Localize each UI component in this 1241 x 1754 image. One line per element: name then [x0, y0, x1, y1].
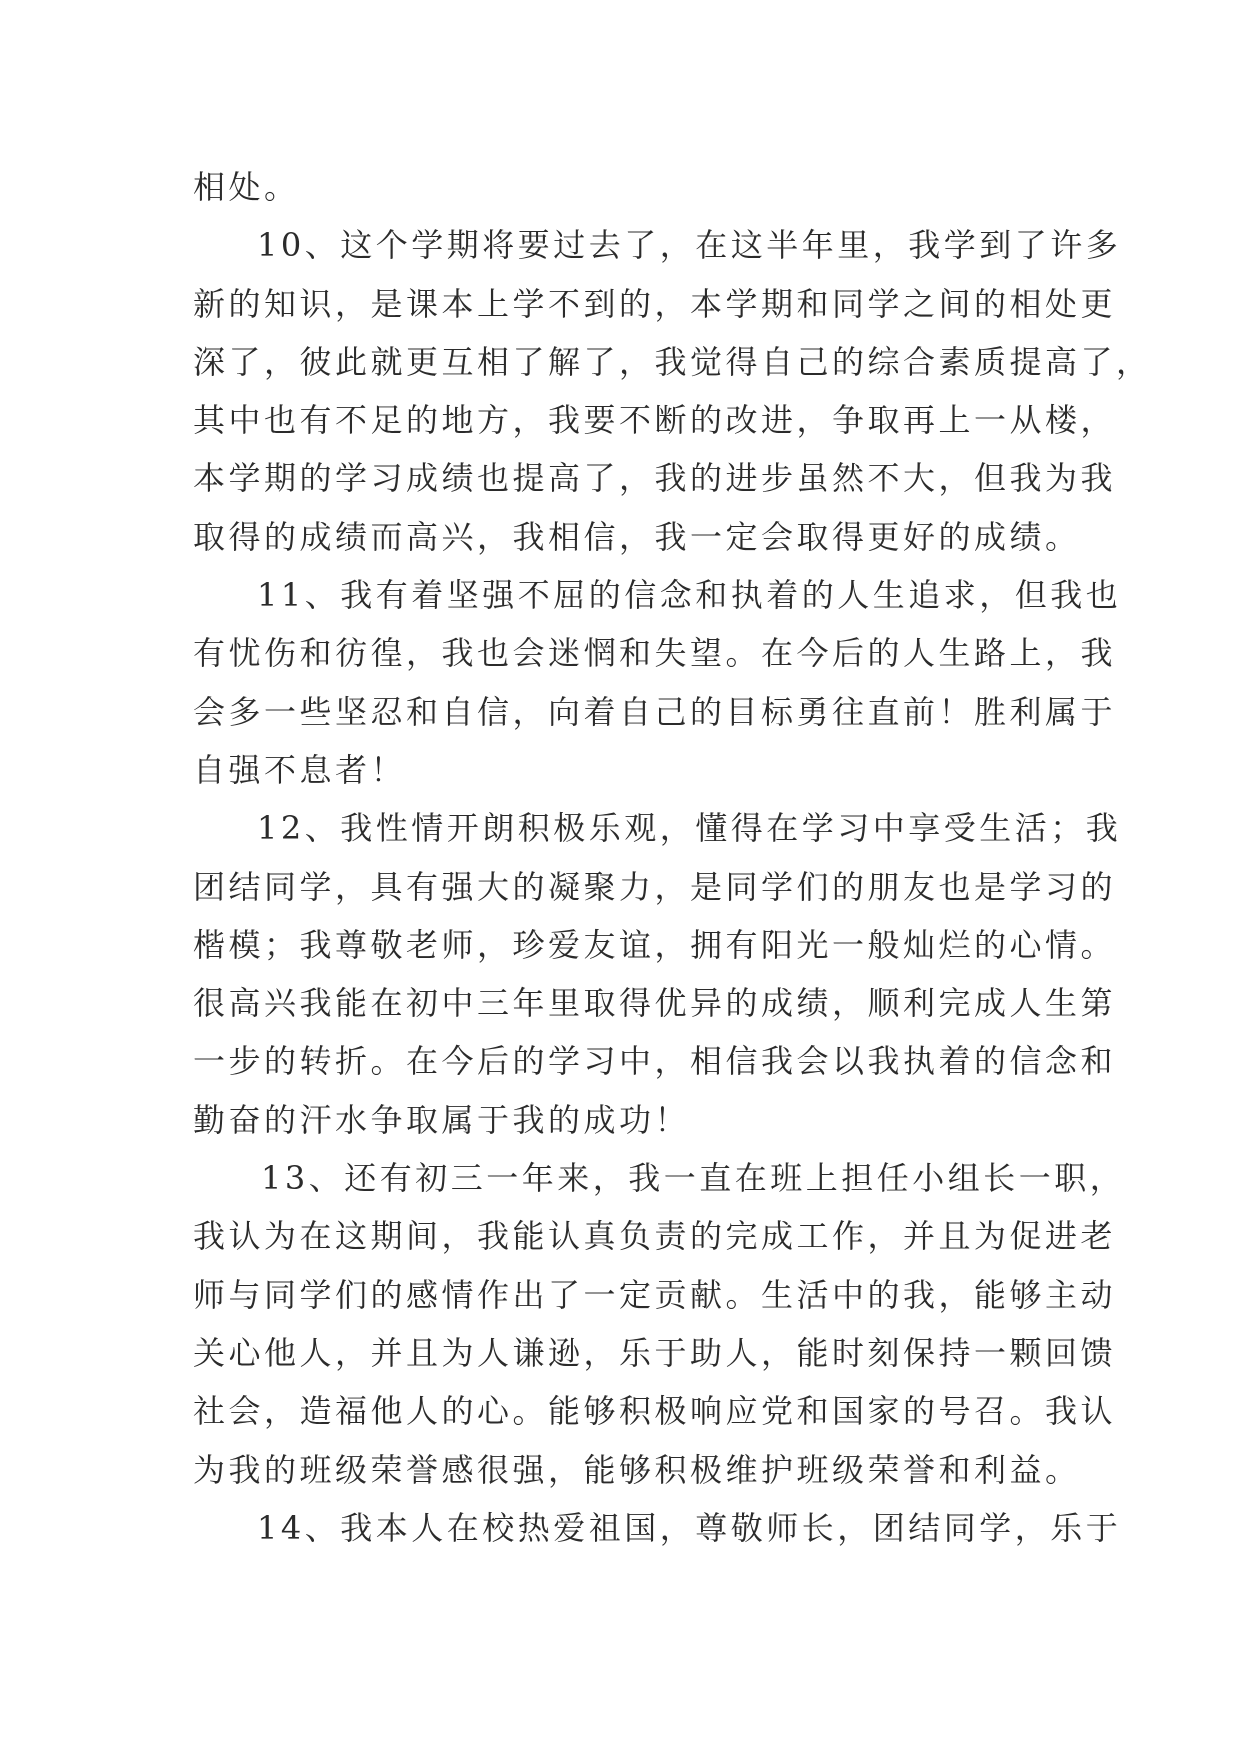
text-line: 关心他人，并且为人谦逊，乐于助人，能时刻保持一颗回馈: [193, 1333, 1117, 1372]
document-body: [193, 158, 1152, 1557]
text-line: 会多一些坚忍和自信，向着自己的目标勇往直前！胜利属于: [193, 692, 1117, 731]
text-line: 其中也有不足的地方，我要不断的改进，争取再上一从楼，: [193, 401, 1117, 440]
text-line: 勤奋的汗水争取属于我的成功！: [193, 1100, 691, 1139]
text-line: 团结同学，具有强大的凝聚力，是同学们的朋友也是学习的: [193, 867, 1117, 906]
text-line: 楷模；我尊敬老师，珍爱友谊，拥有阳光一般灿烂的心情。: [193, 925, 1117, 964]
text-line: 本学期的学习成绩也提高了，我的进步虽然不大，但我为我: [193, 459, 1117, 498]
text-line: 有忧伤和彷徨，我也会迷惘和失望。在今后的人生路上，我: [193, 634, 1117, 673]
paragraph-12-start: 12、我性情开朗积极乐观，懂得在学习中享受生活；我: [257, 809, 1122, 848]
text-line: 取得的成绩而高兴，我相信，我一定会取得更好的成绩。: [193, 517, 1081, 556]
text-line: 师与同学们的感情作出了一定贡献。生活中的我，能够主动: [193, 1275, 1117, 1314]
text-line: 社会，造福他人的心。能够积极响应党和国家的号召。我认: [193, 1392, 1117, 1431]
paragraph-10-start: 10、这个学期将要过去了，在这半年里，我学到了许多: [257, 226, 1122, 265]
text-line: 自强不息者！: [193, 750, 407, 789]
text-line: 深了，彼此就更互相了解了，我觉得自己的综合素质提高了，: [193, 342, 1152, 381]
text-line: 相处。: [193, 168, 300, 206]
paragraph-11-start: 11、我有着坚强不屈的信念和执着的人生追求，但我也: [257, 576, 1122, 615]
text-line: 一步的转折。在今后的学习中，相信我会以我执着的信念和: [193, 1042, 1117, 1081]
text-line: 很高兴我能在初中三年里取得优异的成绩，顺利完成人生第: [193, 984, 1117, 1023]
paragraph-13-start: 13、还有初三一年来，我一直在班上担任小组长一职，: [261, 1159, 1126, 1198]
text-line: 为我的班级荣誉感很强，能够积极维护班级荣誉和利益。: [193, 1450, 1081, 1489]
paragraph-14-start: 14、我本人在校热爱祖国，尊敬师长，团结同学，乐于: [257, 1508, 1122, 1547]
text-line: 我认为在这期间，我能认真负责的完成工作，并且为促进老: [193, 1217, 1117, 1256]
text-line: 新的知识，是课本上学不到的，本学期和同学之间的相处更: [193, 284, 1117, 323]
